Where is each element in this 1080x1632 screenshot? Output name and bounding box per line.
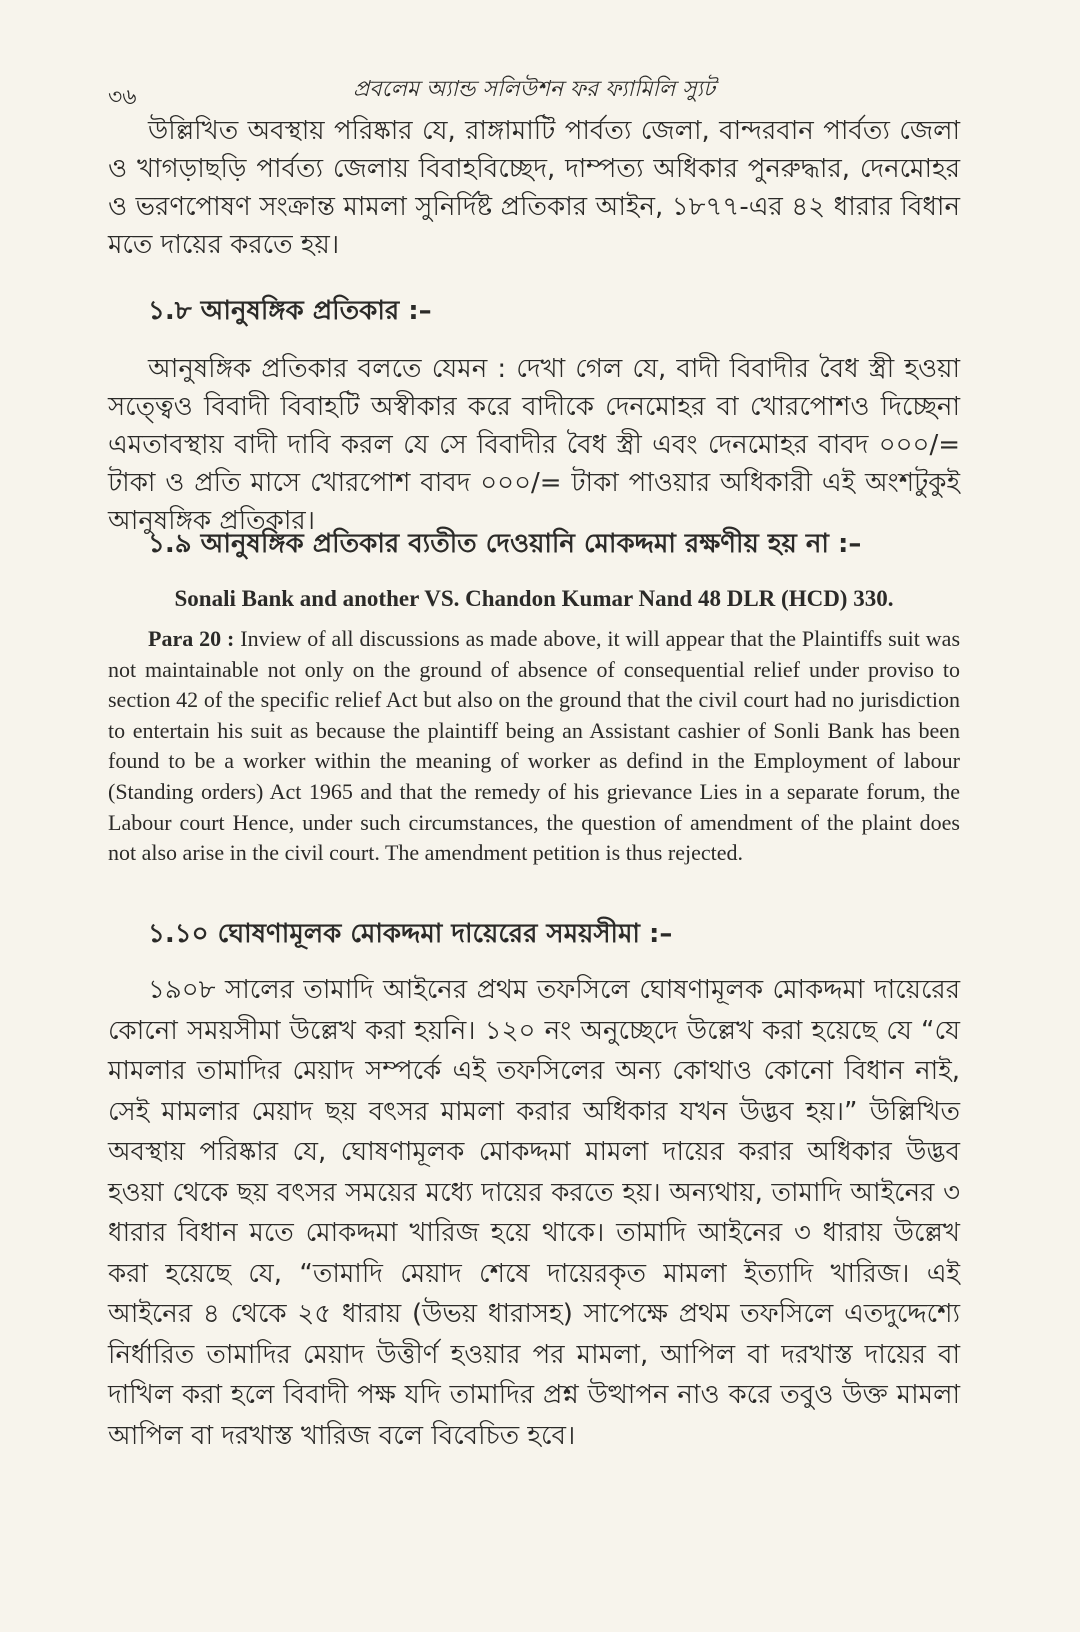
- section-heading-1-10: ১.১০ ঘোষণামূলক মোকদ্দমা দায়েরের সময়সীমা :–: [148, 919, 673, 949]
- para-20-label: Para 20 :: [148, 626, 235, 651]
- paragraph-para-20: [108, 624, 960, 869]
- para-20-body: Inview of all discussions as made above, it will appear that the Plaintiffs suit was not maintainable not only on the ground of absence of consequential relief under proviso to section 42 of the specific relief Act but also on the ground that the civil court had no jurisdiction to entertain his suit as because the plaintiff being an Assistant cashier of Sonli Bank has been found to be a worker within the meaning of worker as defind in the Employment of labour (Standing orders) Act 1965 and that the remedy of his grievance Lies in a separate forum, the Labour court Hence, under such circumstances, the question of amendment of the plaint does not also arise in the civil court. The amendment petition is thus rejected.: [108, 626, 961, 866]
- paragraph-limitation-period: ১৯০৮ সালের তামাদি আইনের প্রথম তফসিলে ঘোষণামূলক মোকদ্দমা দায়েরের কোনো সময়সীমা উল্লেখ করা হয়নি। ১২০ নং অনুচ্ছেদে উল্লেখ করা হয়েছে যে “যে মামলার তামাদির মেয়াদ সম্পর্কে এই তফসিলের অন্য কোথাও কোনো বিধান নাই, সেই মামলার মেয়াদ ছয় বৎসর মামলা করার অধিকার যখন উদ্ভব হয়।” উল্লিখিত অবস্থায় পরিষ্কার যে, ঘোষণামূলক মোকদ্দমা মামলা দায়ের করার অধিকার উদ্ভব হওয়া থেকে ছয় বৎসর সময়ের মধ্যে দায়ের করতে হয়। অন্যথায়, তামাদি আইনের ৩ ধারার বিধান মতে মোকদ্দমা খারিজ হয়ে থাকে। তামাদি আইনের ৩ ধারায় উল্লেখ করা হয়েছে যে, “তামাদি মেয়াদ শেষে দায়েরকৃত মামলা ইত্যাদি খারিজ। এই আইনের ৪ থেকে ২৫ ধারায় (উভয় ধারাসহ) সাপেক্ষে প্রথম তফসিলে এতদুদ্দেশ্যে নির্ধারিত তামাদির মেয়াদ উত্তীর্ণ হওয়ার পর মামলা, আপিল বা দরখাস্ত দায়ের বা দাখিল করা হলে বিবাদী পক্ষ যদি তামাদির প্রশ্ন উত্থাপন নাও করে তবুও উক্ত মামলা আপিল বা দরখাস্ত খারিজ বলে বিবেচিত হবে।: [108, 975, 960, 1451]
- paragraph-chittagong-hill-tracts: উল্লিখিত অবস্থায় পরিষ্কার যে, রাঙ্গামাটি পার্বত্য জেলা, বান্দরবান পার্বত্য জেলা ও খাগড়াছড়ি পার্বত্য জেলায় বিবাহবিচ্ছেদ, দাম্পত্য অধিকার পুনরুদ্ধার, দেনমোহর ও ভরণপোষণ সংক্রান্ত মামলা সুনির্দিষ্ট প্রতিকার আইন, ১৮৭৭-এর ৪২ ধারার বিধান মতে দায়ের করতে হয়।: [108, 116, 960, 260]
- case-citation: Sonali Bank and another VS. Chandon Kumar Nand 48 DLR (HCD) 330.: [174, 586, 894, 611]
- page-number: ৩৬: [108, 85, 137, 110]
- page-header: [108, 68, 960, 108]
- section-heading-1-9: ১.৯ আনুষঙ্গিক প্রতিকার ব্যতীত দেওয়ানি মোকদ্দমা রক্ষণীয় হয় না :–: [148, 529, 862, 559]
- running-title: প্রবলেম অ্যান্ড সলিউশন ফর ফ্যামিলি স্যুট: [352, 77, 716, 102]
- paragraph-consequential-relief: আনুষঙ্গিক প্রতিকার বলতে যেমন : দেখা গেল যে, বাদী বিবাদীর বৈধ স্ত্রী হওয়া সত্ত্বেও বিবাদী বিবাহটি অস্বীকার করে বাদীকে দেনমোহর বা খোরপোশও দিচ্ছেনা এমতাবস্থায় বাদী দাবি করল যে সে বিবাদীর বৈধ স্ত্রী এবং দেনমোহর বাবদ ০০০/= টাকা ও প্রতি মাসে খোরপোশ বাবদ ০০০/= টাকা পাওয়ার অধিকারী এই অংশটুকুই আনুষঙ্গিক প্রতিকার।: [108, 354, 960, 536]
- section-heading-1-8: ১.৮ আনুষঙ্গিক প্রতিকার :–: [148, 296, 432, 326]
